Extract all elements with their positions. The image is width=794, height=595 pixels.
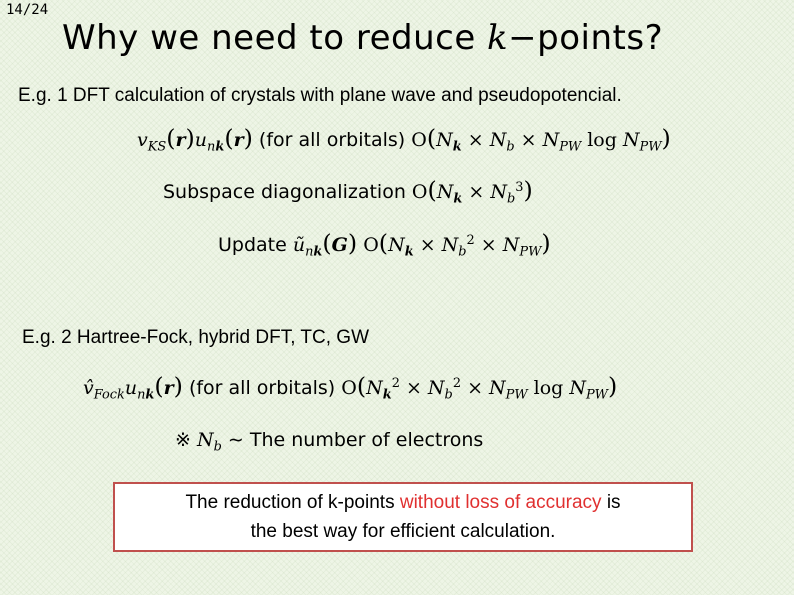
formula-fock-text: (for all orbitals) (182, 377, 342, 399)
title-k-variable: k (487, 18, 509, 58)
title-suffix: −points? (508, 18, 664, 58)
formula-update-text: Update (218, 234, 293, 256)
formula-subspace-text: Subspace diagonalization (163, 181, 412, 203)
slide-title (62, 18, 663, 58)
example1-formula-subspace: Subspace diagonalization $O(N_k \times N_b^3)$ (163, 176, 533, 207)
electron-count-note: ※ $N_b$ ∼ The number of electrons (175, 429, 484, 455)
example2-label: E.g. 2 Hartree-Fock, hybrid DFT, TC, GW (22, 327, 370, 348)
conclusion-part1: The reduction of k-points (185, 492, 400, 513)
page-number: 14/24 (6, 2, 49, 18)
example1-formula-update: Update $ũ_{nk}(G) O(N_k \times N_b^2 \times N_{PW})$ (218, 229, 551, 260)
formula-ks-text: (for all orbitals) (252, 129, 412, 151)
title-prefix: Why we need to reduce (62, 18, 488, 58)
conclusion-box (113, 482, 693, 552)
conclusion-part2: is (601, 492, 621, 513)
example1-formula-ks: $v_{KS}(r)u_{nk}(r)$ (for all orbitals) $O(N_k \times N_b \times N_{PW}$ $\log N_{PW}$) (137, 124, 671, 155)
conclusion-line1 (185, 488, 620, 517)
note-text: The number of electrons (249, 429, 484, 451)
conclusion-highlight: without loss of accuracy (399, 492, 602, 513)
example1-label: E.g. 1 DFT calculation of crystals with plane wave and pseudopotencial. (18, 85, 622, 106)
example2-formula-fock: $v̂_{Fock}u_{nk}(r)$ (for all orbitals) $O(N_k^2 \times N_b^2 \times N_{PW}$ $\log N_{PW}$) (83, 372, 618, 403)
conclusion-line2: the best way for efficient calculation. (250, 521, 556, 542)
note-tilde: ∼ (221, 429, 250, 451)
note-mark: ※ (175, 429, 197, 451)
